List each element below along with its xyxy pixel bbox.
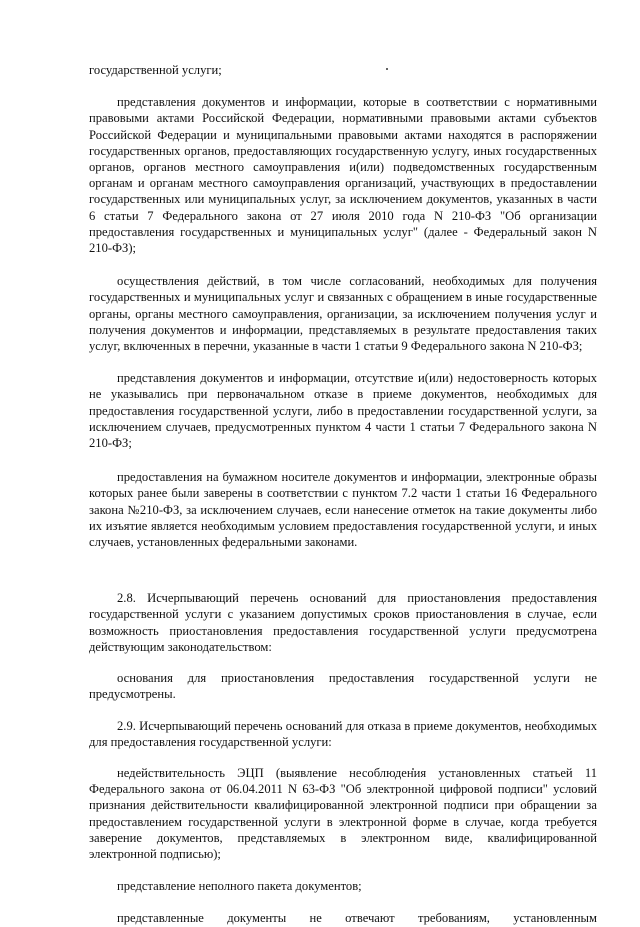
paragraph-no-suspension: основания для приостановления предоставления государственной услуги не предусмотрены. [89, 671, 597, 702]
paragraph-requirements: представленные документы не отвечают требованиям, установленным [117, 911, 597, 926]
paragraph-invalid-signature: недействительность ЭЦП (выявление несоблюдения установленных статьей 11 Федерального закона от 06.04.2011 N 63-ФЗ "Об электронной цифровой подписи" условий признания действительности квалифицированной электронной подписи при обращении за предоставлением государственной услуги в электронной форме в случае, когда требуется заверение документов, представляемых в электронном виде, квалифицированной электронной подписью); [89, 765, 597, 861]
paragraph-incomplete-package: представление неполного пакета документов; [117, 879, 362, 894]
document-page [89, 62, 597, 927]
section-2-9: 2.9. Исчерпывающий перечень оснований для отказа в приеме документов, необходимых для предоставления государственной услуги: [89, 718, 597, 749]
section-2-8: 2.8. Исчерпывающий перечень оснований для приостановления предоставления государственной услуги с указанием допустимых сроков приостановления в случае, если возможность приостановления предоставления государственной услуги предусмотрена действующим законодательством: [89, 591, 597, 654]
paragraph-missing-info: представления документов и информации, отсутствие и(или) недостоверность которых не указывались при первоначальном отказе в приеме документов, необходимых для предоставления государственной услуги, либо в предоставлении государственной услуги, за исключением случаев, предусмотренных пунктом 4 части 1 статьи 7 Федерального закона N 210-ФЗ; [89, 371, 597, 451]
paragraph-state-service: государственной услуги; [89, 63, 222, 77]
paragraph-documents-info: представления документов и информации, которые в соответствии с нормативными правовыми актами Российской Федерации, нормативными правовыми актами субъектов Российской Федерации и муниципальными правовыми актами находятся в распоряжении государственных органов, предоставляющих государственную услугу, иных государственных органов, органов местного самоуправления и(или) подведомственных государственным органам и органам местного самоуправления организаций, участвующих в предоставлении государственных или муниципальных услуг, за исключением документов, указанных в части 6 статьи 7 Федерального закона от 27 июля 2010 года N 210-ФЗ "Об организации предоставления государственных и муниципальных услуг" (далее - Федеральный закон N 210-ФЗ); [89, 95, 597, 256]
paragraph-actions-approvals: осуществления действий, в том числе согласований, необходимых для получения государственных и муниципальных услуг и связанных с обращением в иные государственные органы, органы местного самоуправления, организации, за исключением получения услуг и получения документов и информации, представляемых в результате предоставления таких услуг, включенных в перечни, указанные в части 1 статьи 9 Федерального закона N 210-ФЗ; [89, 274, 597, 354]
paragraph-paper-documents: предоставления на бумажном носителе документов и информации, электронные образы которых ранее были заверены в соответствии с пунктом 7.2 части 1 статьи 16 Федерального закона №210-ФЗ, за исключением случаев, если нанесение отметок на такие документы либо их изъятие является необходимым условием предоставления государственной услуги, и иных случаев, установленных федеральными законами. [89, 470, 597, 550]
